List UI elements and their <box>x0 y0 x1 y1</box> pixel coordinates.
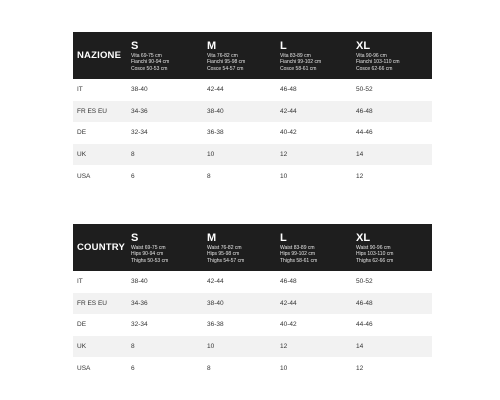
size-cell: 42-44 <box>207 278 224 286</box>
measurement-waist: Vita 76-82 cm <box>207 53 238 60</box>
table-header <box>73 224 432 271</box>
size-cell: 38-40 <box>131 86 148 94</box>
measurement-thighs: Cosce 54-57 cm <box>207 65 244 72</box>
measurement-thighs: Thighs 54-57 cm <box>207 257 245 264</box>
measurement-waist: Waist 69-75 cm <box>131 245 166 252</box>
country-cell: USA <box>77 172 91 180</box>
size-cell: 6 <box>131 364 135 372</box>
measurement-thighs: Thighs 50-53 cm <box>131 257 169 264</box>
size-letter: S <box>131 40 139 53</box>
size-cell: 8 <box>131 343 135 351</box>
size-cell: 46-48 <box>280 278 297 286</box>
size-cell: 8 <box>207 172 211 180</box>
size-cell: 6 <box>131 172 135 180</box>
size-cell: 12 <box>280 151 288 159</box>
size-header-m <box>207 224 280 271</box>
table-row <box>73 293 432 315</box>
measurement-thighs: Cosce 50-53 cm <box>131 65 168 72</box>
size-cell: 10 <box>280 364 288 372</box>
country-cell: UK <box>77 343 87 351</box>
size-header-l <box>280 224 356 271</box>
country-column-header: COUNTRY <box>77 242 126 253</box>
size-cell: 42-44 <box>207 86 224 94</box>
size-cell: 14 <box>356 151 364 159</box>
measurement-waist: Waist 76-82 cm <box>207 245 242 252</box>
size-cell: 10 <box>207 343 215 351</box>
size-cell: 36-38 <box>207 321 224 329</box>
country-cell: IT <box>77 278 83 286</box>
country-cell: DE <box>77 321 87 329</box>
measurement-hips: Hips 99-102 cm <box>280 251 316 258</box>
size-header-m <box>207 32 280 79</box>
size-cell: 42-44 <box>280 107 297 115</box>
table-row <box>73 336 432 358</box>
size-cell: 12 <box>356 364 364 372</box>
country-cell: USA <box>77 364 91 372</box>
table-row <box>73 122 432 144</box>
measurement-thighs: Thighs 62-66 cm <box>356 257 394 264</box>
size-table-english <box>73 224 432 379</box>
size-cell: 40-42 <box>280 321 297 329</box>
size-cell: 46-48 <box>280 86 297 94</box>
measurement-hips: Fianchi 95-98 cm <box>207 59 246 66</box>
measurement-thighs: Thighs 58-61 cm <box>280 257 318 264</box>
size-header-s <box>131 224 207 271</box>
size-cell: 38-40 <box>207 299 224 307</box>
size-cell: 44-46 <box>356 321 373 329</box>
measurement-waist: Waist 90-96 cm <box>356 245 391 252</box>
size-cell: 36-38 <box>207 129 224 137</box>
measurement-hips: Hips 103-110 cm <box>356 251 394 258</box>
size-header-xl <box>356 224 432 271</box>
measurement-waist: Vita 83-89 cm <box>280 53 311 60</box>
country-cell: FR ES EU <box>77 107 107 115</box>
table-row <box>73 271 432 293</box>
country-cell: IT <box>77 86 83 94</box>
size-cell: 46-48 <box>356 299 373 307</box>
country-column-header: NAZIONE <box>77 50 122 61</box>
measurement-thighs: Cosce 62-66 cm <box>356 65 393 72</box>
table-row <box>73 314 432 336</box>
size-letter: XL <box>356 40 371 53</box>
size-letter: S <box>131 232 139 245</box>
country-cell: FR ES EU <box>77 299 107 307</box>
measurement-thighs: Cosce 58-61 cm <box>280 65 317 72</box>
size-header-xl <box>356 32 432 79</box>
size-cell: 44-46 <box>356 129 373 137</box>
size-cell: 46-48 <box>356 107 373 115</box>
size-cell: 38-40 <box>207 107 224 115</box>
measurement-hips: Hips 95-98 cm <box>207 251 240 258</box>
measurement-hips: Hips 90-94 cm <box>131 251 164 258</box>
size-letter: M <box>207 40 217 53</box>
size-cell: 14 <box>356 343 364 351</box>
table-row <box>73 357 432 379</box>
size-letter: L <box>280 232 287 245</box>
size-letter: L <box>280 40 287 53</box>
size-table-italian <box>73 32 432 187</box>
size-cell: 12 <box>280 343 288 351</box>
size-cell: 32-34 <box>131 321 148 329</box>
measurement-hips: Fianchi 103-110 cm <box>356 59 400 66</box>
size-cell: 34-36 <box>131 299 148 307</box>
table-row <box>73 79 432 101</box>
size-header-s <box>131 32 207 79</box>
country-cell: DE <box>77 129 87 137</box>
country-cell: UK <box>77 151 87 159</box>
size-cell: 12 <box>356 172 364 180</box>
size-cell: 10 <box>280 172 288 180</box>
table-row <box>73 101 432 123</box>
size-cell: 50-52 <box>356 278 373 286</box>
table-row <box>73 165 432 187</box>
size-cell: 8 <box>207 364 211 372</box>
table-row <box>73 144 432 166</box>
size-cell: 8 <box>131 151 135 159</box>
size-cell: 50-52 <box>356 86 373 94</box>
measurement-waist: Waist 83-89 cm <box>280 245 315 252</box>
measurement-hips: Fianchi 90-94 cm <box>131 59 170 66</box>
measurement-hips: Fianchi 99-102 cm <box>280 59 322 66</box>
size-letter: XL <box>356 232 371 245</box>
size-cell: 42-44 <box>280 299 297 307</box>
size-cell: 32-34 <box>131 129 148 137</box>
size-cell: 10 <box>207 151 215 159</box>
measurement-waist: Vita 69-75 cm <box>131 53 162 60</box>
size-cell: 34-36 <box>131 107 148 115</box>
size-cell: 40-42 <box>280 129 297 137</box>
table-header <box>73 32 432 79</box>
size-cell: 38-40 <box>131 278 148 286</box>
size-letter: M <box>207 232 217 245</box>
size-header-l <box>280 32 356 79</box>
measurement-waist: Vita 90-96 cm <box>356 53 387 60</box>
